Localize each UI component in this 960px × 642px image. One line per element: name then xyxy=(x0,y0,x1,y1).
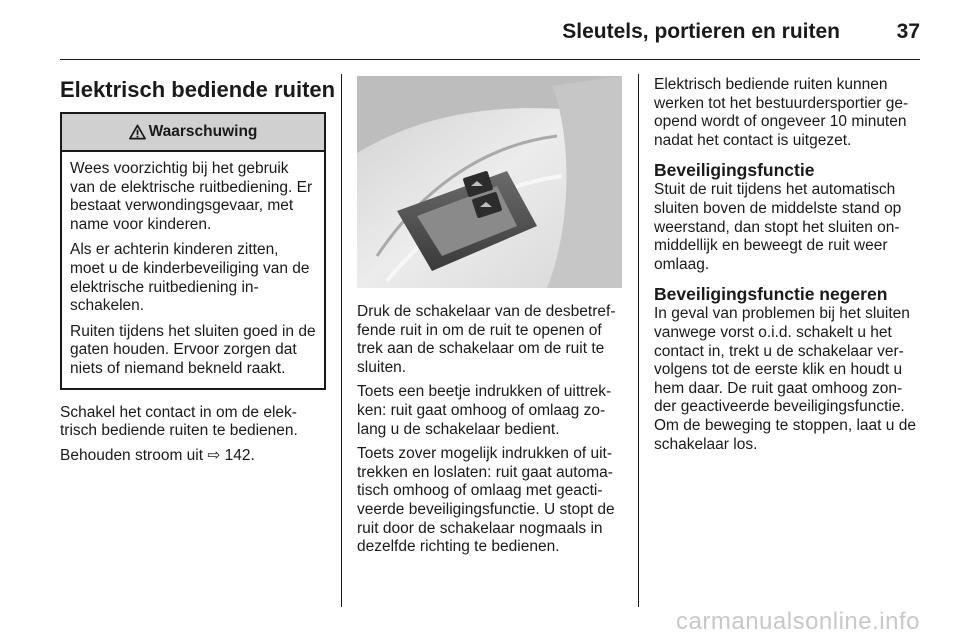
warning-body xyxy=(62,152,324,388)
section-title: Elektrisch bediende ruiten xyxy=(60,77,336,102)
body-paragraph: Toets een beetje indrukken of uittrek-ken: ruit gaat omhoog of omlaag zo-lang u de schakelaar bedient. xyxy=(357,383,612,438)
body-paragraph: Elektrisch bediende ruiten kunnen werken tot het bestuurdersportier ge-opend wordt of ongeveer 10 minuten nadat het contact is uitgezet. xyxy=(654,76,909,149)
warning-paragraph: Als er achterin kinderen zitten, moet u de kinderbeveiliging van de elektrische ruitbediening in-schakelen. xyxy=(70,241,310,315)
subsection-title: Beveiligingsfunctie negeren xyxy=(654,284,888,305)
subsection-text: In geval van problemen bij het sluiten vanwege vorst o.i.d. schakelt u het contact in, trekt u de schakelaar ver-volgens tot de eerste klik en houdt u hem daar. De ruit gaat omhoog zon-der geactiveerde beveiligingsfunctie. Om de beweging te stoppen, laat u de schakelaar los. xyxy=(654,305,916,453)
subsection-text: Stuit de ruit tijdens het automatisch sluiten boven de middelste stand op weerstand, dan stopt het sluiten on-middellijk en beweegt de ruit weer omlaag. xyxy=(654,181,902,273)
header-title: Sleutels, portieren en ruiten xyxy=(562,20,840,43)
warning-paragraph: Wees voorzichtig bij het gebruik van de elektrische ruitbediening. Er bestaat verwondingsgevaar, met name voor kinderen. xyxy=(70,160,313,233)
body-paragraph-reference: Behouden stroom uit ⇨ 142. xyxy=(60,446,255,464)
body-paragraph: Toets zover mogelijk indrukken of uit-trekken en loslaten: ruit gaat automa-tisch omhoog of omlaag met geacti-veerde beveiligingsfunctie. U stopt de ruit door de schakelaar nogmaals in dezelfde richting te bedienen. xyxy=(357,445,615,556)
header-rule xyxy=(60,59,920,60)
column-divider-right xyxy=(638,74,639,607)
warning-header xyxy=(62,114,324,152)
column-right xyxy=(654,76,924,460)
warning-box xyxy=(60,112,326,390)
warning-label: Waarschuwing xyxy=(148,122,258,140)
column-middle xyxy=(357,303,627,563)
warning-triangle-icon xyxy=(129,124,146,140)
window-switch-photo xyxy=(357,76,622,288)
body-paragraph: Schakel het contact in om de elek-trisch bediende ruiten te bedienen. xyxy=(60,403,298,440)
column-left xyxy=(60,74,336,471)
column-divider-left xyxy=(341,74,342,607)
watermark: carmanualsonline.info xyxy=(676,608,920,635)
warning-paragraph: Ruiten tijdens het sluiten goed in de gaten houden. Ervoor zorgen dat niets of niemand bekneld raakt. xyxy=(70,322,316,377)
body-paragraph: Druk de schakelaar van de desbetref-fende ruit in om de ruit te openen of trek aan de schakelaar om de ruit te sluiten. xyxy=(357,303,616,376)
page-number: 37 xyxy=(896,20,920,43)
subsection-title: Beveiligingsfunctie xyxy=(654,160,815,181)
